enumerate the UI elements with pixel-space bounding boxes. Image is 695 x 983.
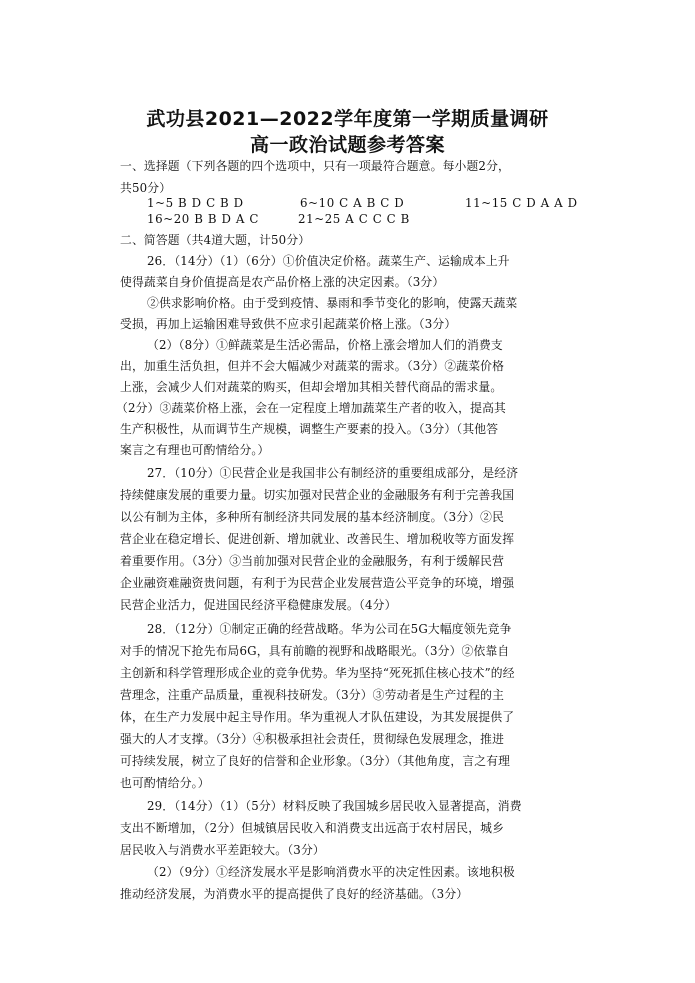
answer-line: 29．（14分）（1）（5分）材料反映了我国城乡居民收入显著提高，消费: [147, 799, 522, 813]
answer-line: 对手的情况下抢先布局6G，具有前瞻的视野和战略眼光。（3分）②依靠自: [120, 644, 510, 658]
answer-line: 营理念，注重产品质量，重视科技研发。（3分）③劳动者是生产过程的主: [120, 688, 505, 702]
answer-line: 也可酌情给分。）: [120, 776, 210, 790]
section1-heading-cont: 共50分）: [120, 181, 172, 195]
answer-line: 民营企业活力，促进国民经济平稳健康发展。（4分）: [120, 598, 397, 612]
answer-line: 推动经济发展，为消费水平的提高提供了良好的经济基础。（3分）: [120, 887, 469, 901]
document-subtitle: 高一政治试题参考答案: [249, 134, 445, 156]
answer-line: 出，加重生活负担，但并不会大幅减少对蔬菜的需求。（3分）②蔬菜价格: [120, 359, 505, 373]
answer-line: 营企业在稳定增长、促进创新、增加就业、改善民生、增加税收等方面发挥: [120, 532, 515, 546]
answer-line: 受损，再加上运输困难导致供不应求引起蔬菜价格上涨。（3分）: [120, 317, 457, 331]
section1-heading: 一、选择题（下列各题的四个选项中，只有一项最符合题意。每小题2分，: [120, 159, 510, 173]
answer-line: 强大的人才支撑。（3分）④积极承担社会责任，贯彻绿色发展理念，推进: [120, 732, 505, 746]
answer-line: 生产积极性，从而调节生产规模，调整生产要素的投入。（3分）（其他答: [120, 422, 499, 436]
answer-line: 案言之有理也可酌情给分。）: [120, 443, 270, 457]
answer-line: 主创新和科学管理形成企业的竞争优势。华为坚持“死死抓住核心技术”的经: [120, 666, 515, 680]
answer-line: 可持续发展，树立了良好的信誉和企业形象。（3分）（其他角度，言之有理: [120, 754, 511, 768]
answer-line: 上涨，会减少人们对蔬菜的购买，但却会增加其相关替代商品的需求量。: [120, 380, 503, 394]
mc-answers-6-10: 6~10 C A B C D: [300, 196, 405, 210]
answer-line: 28．（12分）①制定正确的经营战略。华为公司在5G大幅度领先竞争: [147, 622, 512, 636]
answer-line: （2分）③蔬菜价格上涨，会在一定程度上增加蔬菜生产者的收入，提高其: [116, 401, 506, 415]
answer-line: （2）（9分）①经济发展水平是影响消费水平的决定性因素。该地积极: [147, 865, 515, 879]
answer-line: 以公有制为主体，多种所有制经济共同发展的基本经济制度。（3分）②民: [120, 510, 505, 524]
answer-line: 使得蔬菜自身价值提高是农产品价格上涨的决定因素。（3分）: [120, 275, 445, 289]
mc-answers-11-15: 11~15 C D A A D: [465, 196, 578, 210]
answer-line: 支出不断增加，（2分）但城镇居民收入和消费支出远高于农村居民，城乡: [120, 821, 505, 835]
mc-answers-16-20: 16~20 B B D A C: [147, 212, 259, 226]
answer-line: 居民收入与消费水平差距较大。（3分）: [120, 843, 325, 857]
answer-line: 企业融资难融资贵问题，有利于为民营企业发展营造公平竞争的环境，增强: [120, 576, 515, 590]
answer-line: 体，在生产力发展中起主导作用。华为重视人才队伍建设，为其发展提供了: [120, 710, 515, 724]
section2-heading: 二、简答题（共4道大题，计50分）: [120, 233, 311, 247]
document-title: 武功县2021—2022学年度第一学期质量调研: [146, 108, 549, 130]
answer-line: （2）（8分）①鲜蔬菜是生活必需品，价格上涨会增加人们的消费支: [147, 338, 503, 352]
answer-line: 27．（10分）①民营企业是我国非公有制经济的重要组成部分，是经济: [147, 466, 519, 480]
answer-line: 26．（14分）（1）（6分）①价值决定价格。蔬菜生产、运输成本上升: [147, 254, 510, 268]
answer-line: 着重要作用。（3分）③当前加强对民营企业的金融服务，有利于缓解民营: [120, 554, 505, 568]
mc-answers-1-5: 1~5 B D C B D: [147, 196, 244, 210]
mc-answers-21-25: 21~25 A C C C B: [298, 212, 410, 226]
answer-line: 持续健康发展的重要力量。切实加强对民营企业的金融服务有利于完善我国: [120, 488, 515, 502]
answer-line: ②供求影响价格。由于受到疫情、暴雨和季节变化的影响，使露天蔬菜: [147, 296, 518, 310]
